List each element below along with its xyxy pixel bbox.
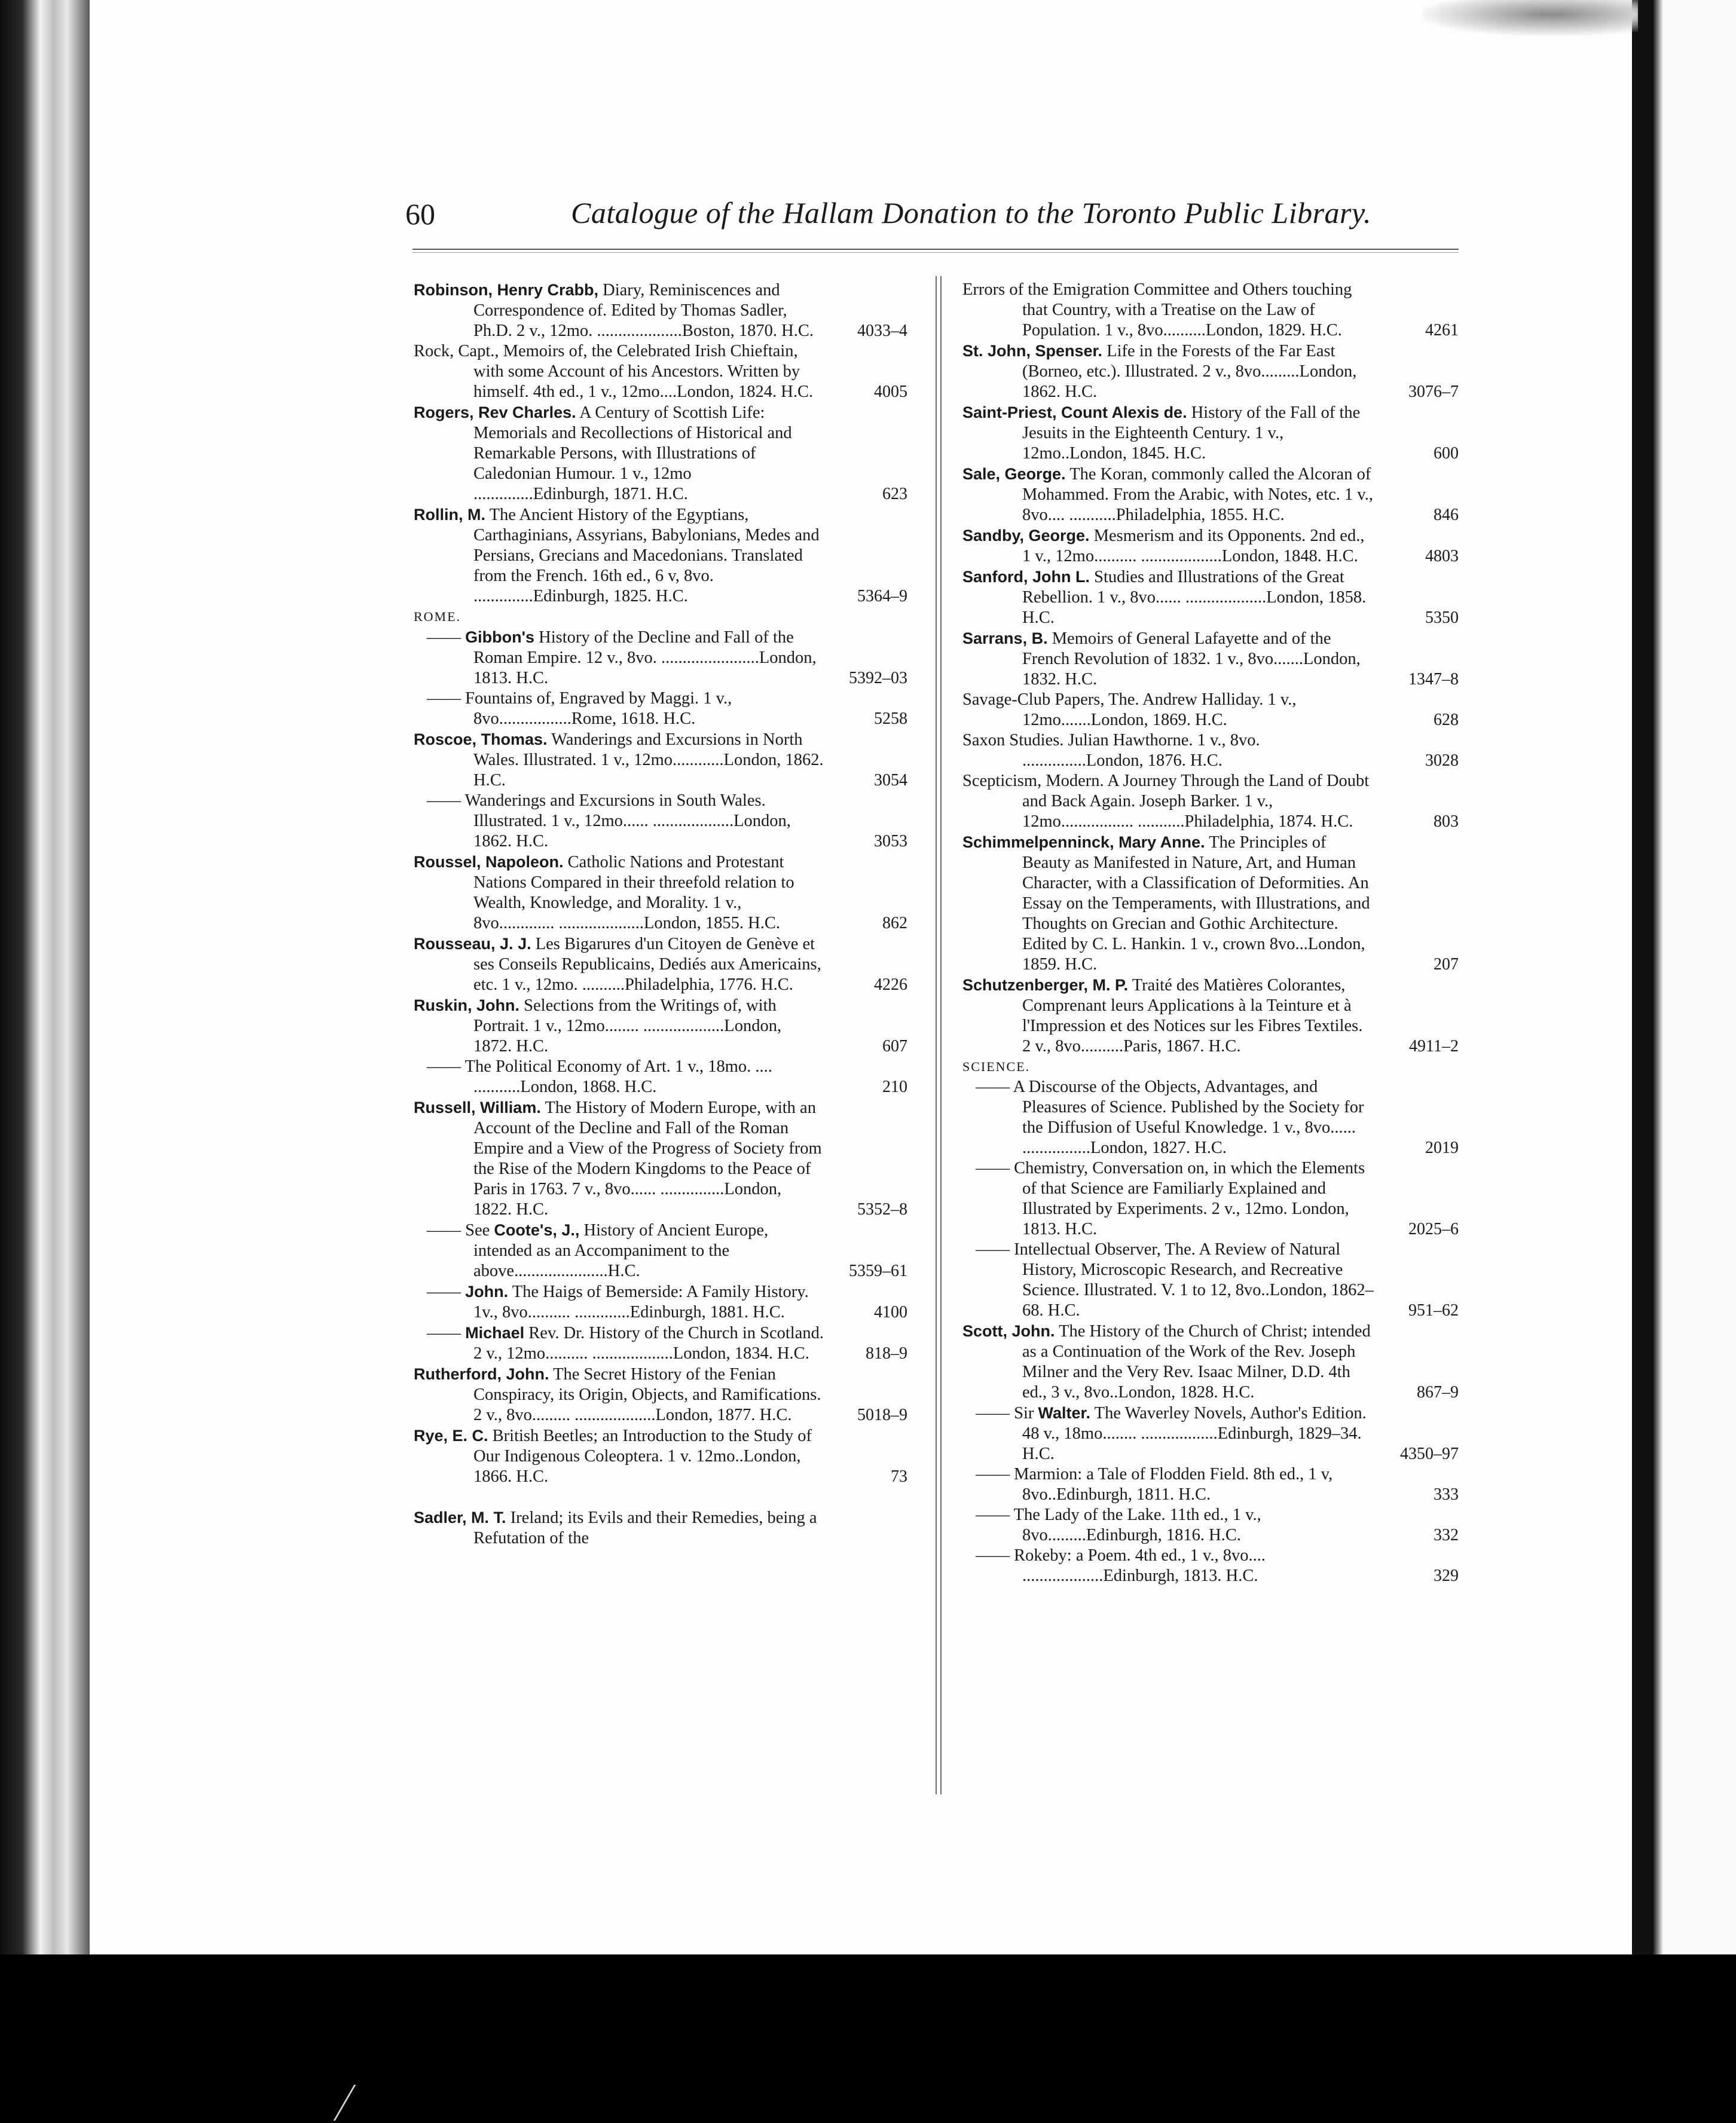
entry-heading: Scott, John. [962, 1322, 1055, 1340]
catalogue-entry [962, 975, 1459, 1057]
shelf-number: 5018–9 [857, 1406, 907, 1424]
shelf-number: 3076–7 [1408, 383, 1459, 401]
catalogue-entry [962, 341, 1459, 402]
shelf-number: 332 [1434, 1526, 1459, 1544]
entry-text: The Waverley Novels, Author's Edition. 48 v., 18mo........ ..................Edinburgh, 1829–34. H.C. [1022, 1404, 1367, 1463]
entry-heading: John. [465, 1283, 509, 1301]
catalogue-entry [414, 852, 907, 934]
running-title: Catalogue of the Hallam Donation to the Toronto Public Library. [571, 196, 1371, 230]
catalogue-entry [414, 627, 907, 689]
entry-prefix: See [465, 1221, 494, 1240]
entry-heading: Sadler, M. T. [414, 1509, 506, 1527]
entry-prefix: Sir [1014, 1404, 1038, 1423]
catalogue-entry [414, 402, 907, 504]
entry-heading: Walter. [1038, 1404, 1091, 1422]
ditto-dash: —— [976, 1078, 1013, 1096]
shelf-number: 5258 [874, 709, 907, 728]
entry-text: Rock, Capt., Memoirs of, the Celebrated Irish Chieftain, with some Account of his Ancestors. Written by himself. 4th ed., 1 v., 12mo....London, 1824. H.C. [414, 342, 814, 401]
shelf-number: 607 [882, 1037, 907, 1056]
entry-text: Wanderings and Excursions in North Wales. Illustrated. 1 v., 12mo............London, 1862. H.C. [473, 730, 824, 790]
entry-text: Mesmerism and its Opponents. 2nd ed., 1 v., 12mo.......... ...................London, 1848. H.C. [1022, 527, 1365, 565]
entry-text: Wanderings and Excursions in South Wales. Illustrated. 1 v., 12mo...... ...................London, 1862. H.C. [464, 791, 791, 851]
catalogue-entry [414, 1281, 907, 1323]
entry-heading: Coote's, J., [494, 1221, 580, 1239]
shelf-number: 1347–8 [1408, 670, 1459, 689]
entry-heading: St. John, Spenser. [962, 342, 1103, 360]
entry-text: Chemistry, Conversation on, in which the Elements of that Science are Familiarly Explained and Illustrated by Experiments. 2 v., 12mo. London, 1813. H.C. [1014, 1159, 1365, 1238]
catalogue-entry [414, 791, 907, 852]
ditto-dash: —— [976, 1546, 1014, 1565]
shelf-number: 73 [891, 1467, 907, 1486]
entry-text: Rokeby: a Poem. 4th ed., 1 v., 8vo.... ...................Edinburgh, 1813. H.C. [1014, 1546, 1266, 1585]
shelf-number: 600 [1434, 444, 1459, 463]
shelf-number: 867–9 [1417, 1383, 1459, 1402]
shelf-number: 5359–61 [849, 1262, 907, 1280]
shelf-number: 846 [1434, 506, 1459, 524]
entry-text: The Ancient History of the Egyptians, Carthaginians, Assyrians, Babylonians, Medes and Persians, Grecians and Macedonians. Translated from the French. 16th ed., 6 v, 8vo. ..............Edinburgh, 1825. H.C. [473, 506, 820, 605]
shelf-number: 3053 [874, 832, 907, 851]
shelf-number: 210 [882, 1078, 907, 1096]
entry-heading: Sale, George. [962, 465, 1066, 483]
entry-text: Fountains of, Engraved by Maggi. 1 v., 8vo.................Rome, 1618. H.C. [465, 689, 732, 728]
entry-text: Traité des Matières Colorantes, Comprenant leurs Applications à la Teinture et à l'Impression et des Notices sur les Fibres Textiles. 2 v., 8vo..........Paris, 1867. H.C. [1022, 976, 1363, 1056]
entry-text: The Secret History of the Fenian Conspiracy, its Origin, Objects, and Ramifications. 2 v., 8vo......... ...................London, 1877. H.C. [473, 1365, 821, 1424]
ditto-dash: —— [427, 1057, 465, 1076]
catalogue-entry [414, 280, 907, 341]
shelf-number: 623 [882, 485, 907, 503]
entry-text: The Lady of the Lake. 11th ed., 1 v., 8vo.........Edinburgh, 1816. H.C. [1013, 1506, 1261, 1544]
left-column [414, 280, 907, 1549]
shelf-number: 4911–2 [1409, 1037, 1459, 1056]
entry-text: Les Bigarures d'un Citoyen de Genève et ses Conseils Republicains, Dediés aux Americains, etc. 1 v., 12mo. ..........Philadelphia, 1776. H.C. [473, 935, 821, 994]
entry-heading: Rogers, Rev Charles. [414, 403, 576, 421]
shelf-number: 5392–03 [849, 669, 907, 687]
entry-heading: Schimmelpenninck, Mary Anne. [962, 833, 1205, 851]
shelf-number: 207 [1434, 955, 1459, 974]
catalogue-entry [414, 1507, 907, 1549]
ditto-dash: —— [976, 1240, 1014, 1259]
ditto-dash: —— [976, 1404, 1014, 1423]
catalogue-entry [962, 402, 1459, 464]
entry-text: Selections from the Writings of, with Portrait. 1 v., 12mo........ ...................London, 1872. H.C. [473, 996, 782, 1056]
entry-text: Rev. Dr. History of the Church in Scotland. 2 v., 12mo.......... ...................London, 1834. H.C. [473, 1324, 824, 1363]
entry-text: Intellectual Observer, The. A Review of Natural History, Microscopic Research, and Recreative Science. Illustrated. V. 1 to 12, 8vo..London, 1862–68. H.C. [1014, 1240, 1374, 1320]
entry-text: Errors of the Emigration Committee and Others touching that Country, with a Treatise on the Law of Population. 1 v., 8vo..........London, 1829. H.C. [962, 280, 1352, 339]
entry-text: British Beetles; an Introduction to the Study of Our Indigenous Coleoptera. 1 v. 12mo..London, 1866. H.C. [473, 1427, 812, 1486]
entry-text: The History of the Church of Christ; intended as a Continuation of the Work of the Rev. Joseph Milner and the Very Rev. Isaac Milner, D.D. 4th ed., 3 v., 8vo..London, 1828. H.C. [1022, 1322, 1371, 1402]
entry-heading: Rye, E. C. [414, 1427, 488, 1445]
right-column [962, 280, 1459, 1586]
entry-heading: Russell, William. [414, 1099, 541, 1116]
entry-text: A Discourse of the Objects, Advantages, and Pleasures of Science. Published by the Society for the Diffusion of Useful Knowledge. 1 v., 8vo...... ................London, 1827. H.C. [1013, 1078, 1364, 1157]
entry-text: Catholic Nations and Protestant Nations Compared in their threefold relation to Wealth, Knowledge, and Morality. 1 v., 8vo............. ....................London, 1855. H.C. [473, 853, 794, 932]
shelf-number: 4005 [874, 383, 907, 401]
entry-heading: Roscoe, Thomas. [414, 730, 548, 748]
ditto-dash: —— [427, 628, 466, 647]
ditto-dash: —— [427, 1324, 466, 1342]
catalogue-entry [962, 280, 1459, 341]
entry-text: Diary, Reminiscences and Correspondence of. Edited by Thomas Sadler, Ph.D. 2 v., 12mo. ....................Boston, 1870. H.C. [473, 281, 814, 340]
ditto-dash: —— [976, 1506, 1014, 1524]
shelf-number: 818–9 [866, 1344, 907, 1363]
catalogue-entry [414, 689, 907, 729]
catalogue-entry [962, 1240, 1459, 1321]
entry-text: History of the Decline and Fall of the Roman Empire. 12 v., 8vo. .......................London, 1813. H.C. [473, 628, 817, 687]
catalogue-entry [962, 730, 1459, 771]
ditto-dash: —— [976, 1465, 1014, 1483]
section-heading: SCIENCE. [962, 1059, 1031, 1074]
shelf-number: 628 [1434, 711, 1459, 729]
shelf-number: 3054 [874, 771, 907, 790]
entry-spacer [414, 1487, 907, 1507]
shelf-number: 4100 [874, 1303, 907, 1321]
entry-text: Scepticism, Modern. A Journey Through the Land of Doubt and Back Again. Joseph Barker. 1 v., 12mo................. ...........Philadelphia, 1874. H.C. [962, 772, 1370, 831]
catalogue-entry [962, 832, 1459, 975]
catalogue-entry [962, 1546, 1459, 1586]
scan-smudge [1423, 0, 1638, 36]
entry-heading: Sandby, George. [962, 527, 1090, 544]
entry-heading: Roussel, Napoleon. [414, 853, 564, 871]
book-spine [0, 0, 90, 1954]
ditto-dash: —— [427, 1221, 466, 1240]
entry-heading: Saint-Priest, Count Alexis de. [962, 403, 1187, 421]
catalogue-entry [414, 1057, 907, 1097]
entry-text: Life in the Forests of the Far East (Borneo, etc.). Illustrated. 2 v., 8vo.........London, 1862. H.C. [1022, 342, 1357, 401]
entry-heading: Rousseau, J. J. [414, 935, 531, 953]
catalogue-entry [414, 1364, 907, 1425]
catalogue-entry [962, 628, 1459, 690]
ditto-dash: —— [976, 1159, 1014, 1177]
shelf-number: 862 [882, 914, 907, 932]
catalogue-entry [962, 771, 1459, 832]
ditto-dash: —— [427, 791, 465, 810]
shelf-number: 5364–9 [857, 587, 907, 605]
entry-text: Ireland; its Evils and their Remedies, being a Refutation of the [473, 1509, 817, 1547]
catalogue-entry [962, 525, 1459, 567]
column-divider [936, 276, 942, 1794]
entry-text: Saxon Studies. Julian Hawthorne. 1 v., 8vo. ...............London, 1876. H.C. [962, 731, 1260, 770]
catalogue-entry [962, 1505, 1459, 1546]
catalogue-entry [414, 1425, 907, 1487]
entry-text: Studies and Illustrations of the Great Rebellion. 1 v., 8vo...... ...................London, 1858. H.C. [1022, 568, 1367, 627]
catalogue-entry [962, 1321, 1459, 1403]
shelf-number: 4261 [1425, 321, 1459, 339]
shelf-number: 2019 [1425, 1139, 1459, 1157]
catalogue-entry [962, 690, 1459, 730]
entry-text: The Principles of Beauty as Manifested in Nature, Art, and Human Character, with a Classification of Deformities. An Essay on the Temperaments, with Illustrations, and Thoughts on Grecian and Gothic Architecture. Edited by C. L. Hankin. 1 v., crown 8vo...London, 1859. H.C. [1022, 833, 1370, 974]
catalogue-entry [414, 504, 907, 607]
catalogue-entry [414, 729, 907, 791]
shelf-number: 951–62 [1408, 1301, 1459, 1320]
entry-heading: Schutzenberger, M. P. [962, 976, 1129, 994]
catalogue-entry [962, 1077, 1459, 1158]
entry-text: Memoirs of General Lafayette and of the French Revolution of 1832. 1 v., 8vo.......London, 1832. H.C. [1022, 629, 1361, 689]
entry-heading: Rollin, M. [414, 506, 485, 524]
ditto-dash: —— [427, 1283, 466, 1301]
page-number: 60 [405, 197, 435, 231]
section-heading: ROME. [414, 609, 461, 624]
header-rule [412, 249, 1459, 253]
shelf-number: 4350–97 [1400, 1445, 1459, 1463]
shelf-number: 4803 [1425, 547, 1459, 565]
entry-heading: Sarrans, B. [962, 629, 1048, 647]
catalogue-entry [414, 934, 907, 995]
entry-heading: Robinson, Henry Crabb, [414, 281, 599, 299]
entry-heading: Michael [465, 1324, 525, 1342]
entry-text: The Haigs of Bemerside: A Family History. 1v., 8vo.......... .............Edinburgh, 1881. H.C. [473, 1283, 809, 1321]
catalogue-entry [962, 1403, 1459, 1464]
shelf-number: 3028 [1425, 751, 1459, 770]
entry-heading: Gibbon's [465, 628, 535, 646]
catalogue-entry [962, 1464, 1459, 1505]
entry-text: Marmion: a Tale of Flodden Field. 8th ed., 1 v, 8vo..Edinburgh, 1811. H.C. [1014, 1465, 1333, 1504]
catalogue-entry [414, 995, 907, 1057]
shelf-number: 4226 [874, 975, 907, 994]
shelf-number: 5350 [1425, 608, 1459, 627]
entry-text: The Political Economy of Art. 1 v., 18mo. .... ...........London, 1868. H.C. [464, 1057, 772, 1096]
catalogue-entry [414, 1097, 907, 1220]
entry-text: A Century of Scottish Life: Memorials and Recollections of Historical and Remarkable Persons, with Illustrations of Caledonian Humour. 1 v., 12mo ..............Edinburgh, 1871. H.C. [473, 403, 792, 503]
catalogue-entry [962, 1158, 1459, 1240]
catalogue-entry [414, 1220, 907, 1281]
catalogue-entry [414, 341, 907, 402]
shelf-number: 329 [1434, 1567, 1459, 1585]
entry-text: Savage-Club Papers, The. Andrew Halliday. 1 v., 12mo.......London, 1869. H.C. [962, 690, 1297, 729]
catalogue-entry [962, 567, 1459, 628]
entry-text: The History of Modern Europe, with an Account of the Decline and Fall of the Roman Empire and a View of the Progress of Society from the Rise of the Modern Kingdoms to the Peace of Paris in 1763. 7 v., 8vo...... ...............London, 1822. H.C. [473, 1099, 822, 1219]
entry-text: History of Ancient Europe, intended as an Accompaniment to the above......................H.C. [473, 1221, 769, 1280]
catalogue-entry [962, 464, 1459, 525]
ditto-dash: —— [427, 689, 466, 708]
entry-text: History of the Fall of the Jesuits in the Eighteenth Century. 1 v., 12mo..London, 1845. H.C. [1022, 403, 1361, 463]
facing-page-edge [1632, 0, 1736, 1954]
shelf-number: 4033–4 [857, 322, 907, 340]
shelf-number: 2025–6 [1408, 1220, 1459, 1238]
shelf-number: 333 [1434, 1485, 1459, 1504]
entry-heading: Ruskin, John. [414, 996, 520, 1014]
entry-heading: Rutherford, John. [414, 1365, 549, 1383]
shelf-number: 5352–8 [857, 1200, 907, 1219]
entry-text: The Koran, commonly called the Alcoran of Mohammed. From the Arabic, with Notes, etc. 1 v., 8vo.... ...........Philadelphia, 1855. H.C. [1022, 465, 1374, 524]
catalogue-entry [414, 1323, 907, 1364]
shelf-number: 803 [1434, 812, 1459, 831]
entry-heading: Sanford, John L. [962, 568, 1090, 586]
